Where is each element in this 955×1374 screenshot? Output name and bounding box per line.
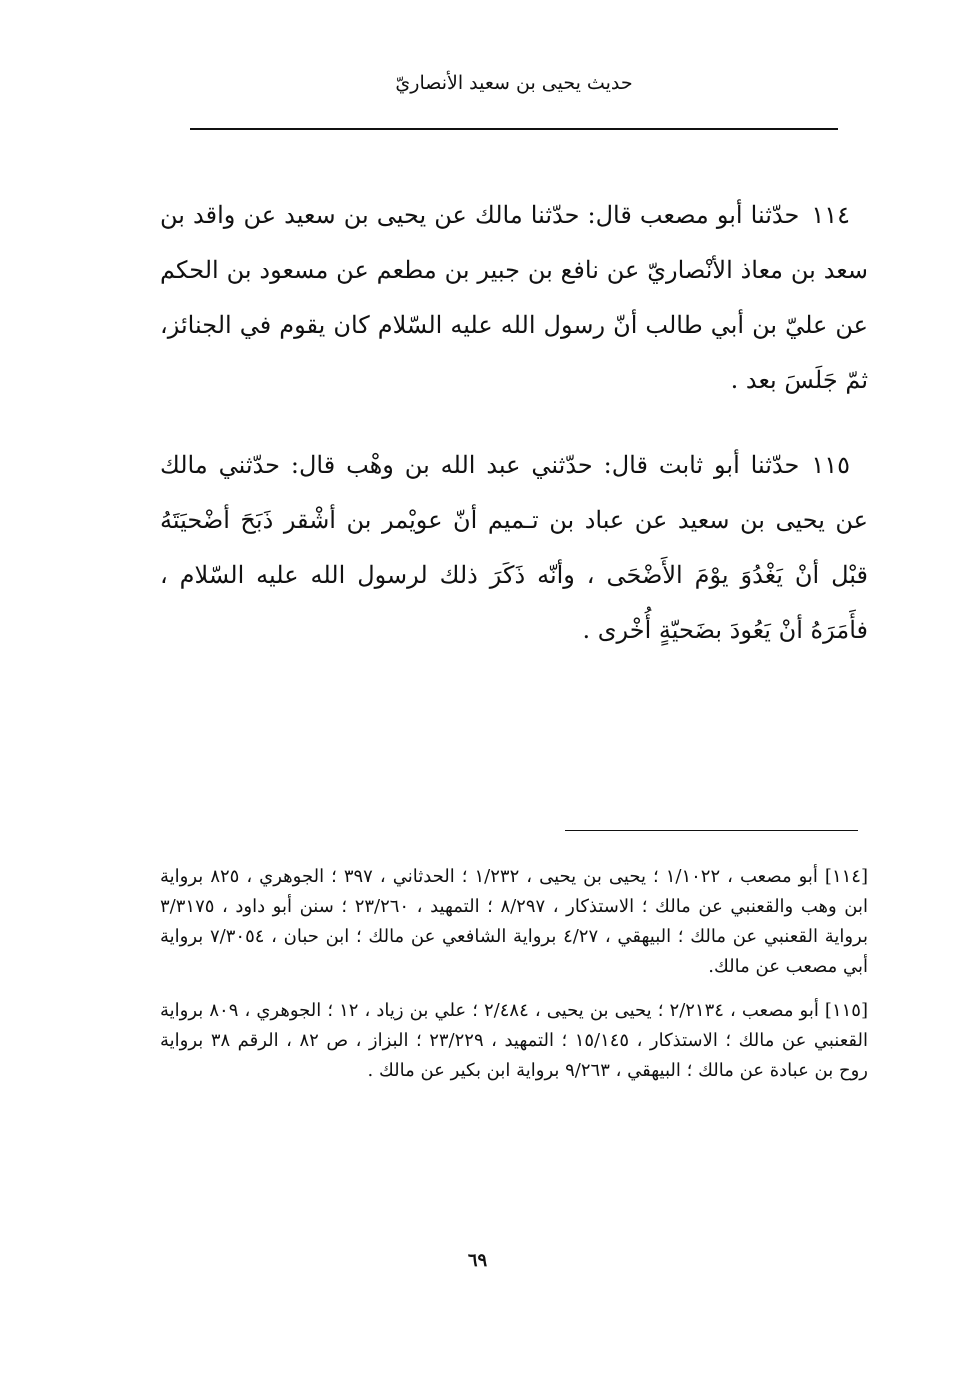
footnotes — [160, 862, 868, 1100]
hadith-text: حدّثنا أبو مصعب قال: حدّثنا مالك عن يحيى بن سعيد عن واقد بن سعد بن معاذ الأنْصاريّ عن نافع بن جبير بن مطعم عن مسعود بن الحكم عن عليّ بن أبي طالب أنّ رسول الله عليه السّلام كان يقوم في الجنائز، ثمّ جَلَسَ بعد . — [160, 201, 868, 394]
hadith-paragraph — [160, 188, 868, 408]
footnote: [١١٤] أبو مصعب ، ١/١٠٢٢ ؛ يحيى بن يحيى ، ١/٢٣٢ ؛ الحدثاني ، ٣٩٧ ؛ الجوهري ، ٨٢٥ برواية ابن وهب والقعنبي عن مالك ؛ الاستذكار ، ٨/٢٩٧ ؛ التمهيد ، ٢٣/٢٦٠ ؛ سنن أبو داود ، ٣/٣١٧٥ برواية القعنبي عن مالك ؛ البيهقي ، ٤/٢٧ برواية الشافعي عن مالك ؛ ابن حبان ، ٧/٣٠٥٤ برواية أبي مصعب عن مالك. — [160, 866, 868, 977]
hadith-text: حدّثنا أبو ثابت قال: حدّثني عبد الله بن وهْب قال: حدّثني مالك عن يحيى بن سعيد عن عباد بن تـميم أنّ عويْمر بن أشْقر ذَبَحَ أضْحيَتَهُ قبْل أنْ يَغْدُوَ يوْمَ الأَضْحَى ، وأنّه ذَكَرَ ذلك لرسول الله عليه السّلام ، فأَمَرَهُ أنْ يَعُودَ بضَحيّةٍ أُخْرى . — [160, 451, 868, 644]
hadith-paragraph — [160, 438, 868, 658]
footnote-rule — [565, 830, 858, 831]
running-title: حديث يحيى بن سعيد الأنصاريّ — [395, 72, 633, 94]
page-number: ٦٩ — [467, 1250, 488, 1271]
header-rule — [190, 128, 838, 130]
hadith-number: ١١٥ — [811, 451, 850, 479]
hadith-number: ١١٤ — [811, 201, 850, 229]
footnote: [١١٥] أبو مصعب ، ٢/٢١٣٤ ؛ يحيى بن يحيى ، ٢/٤٨٤ ؛ علي بن زياد ، ١٢ ؛ الجوهري ، ٨٠٩ برواية القعنبي عن مالك ؛ الاستذكار ، ١٥/١٤٥ ؛ التمهيد ، ٢٣/٢٢٩ ؛ البزاز ، ص ٨٢ ، الرقم ٣٨ برواية روح بن عبادة عن مالك ؛ البيهقي ، ٩/٢٦٣ برواية ابن بكير عن مالك . — [160, 1000, 869, 1081]
main-text — [160, 188, 868, 688]
